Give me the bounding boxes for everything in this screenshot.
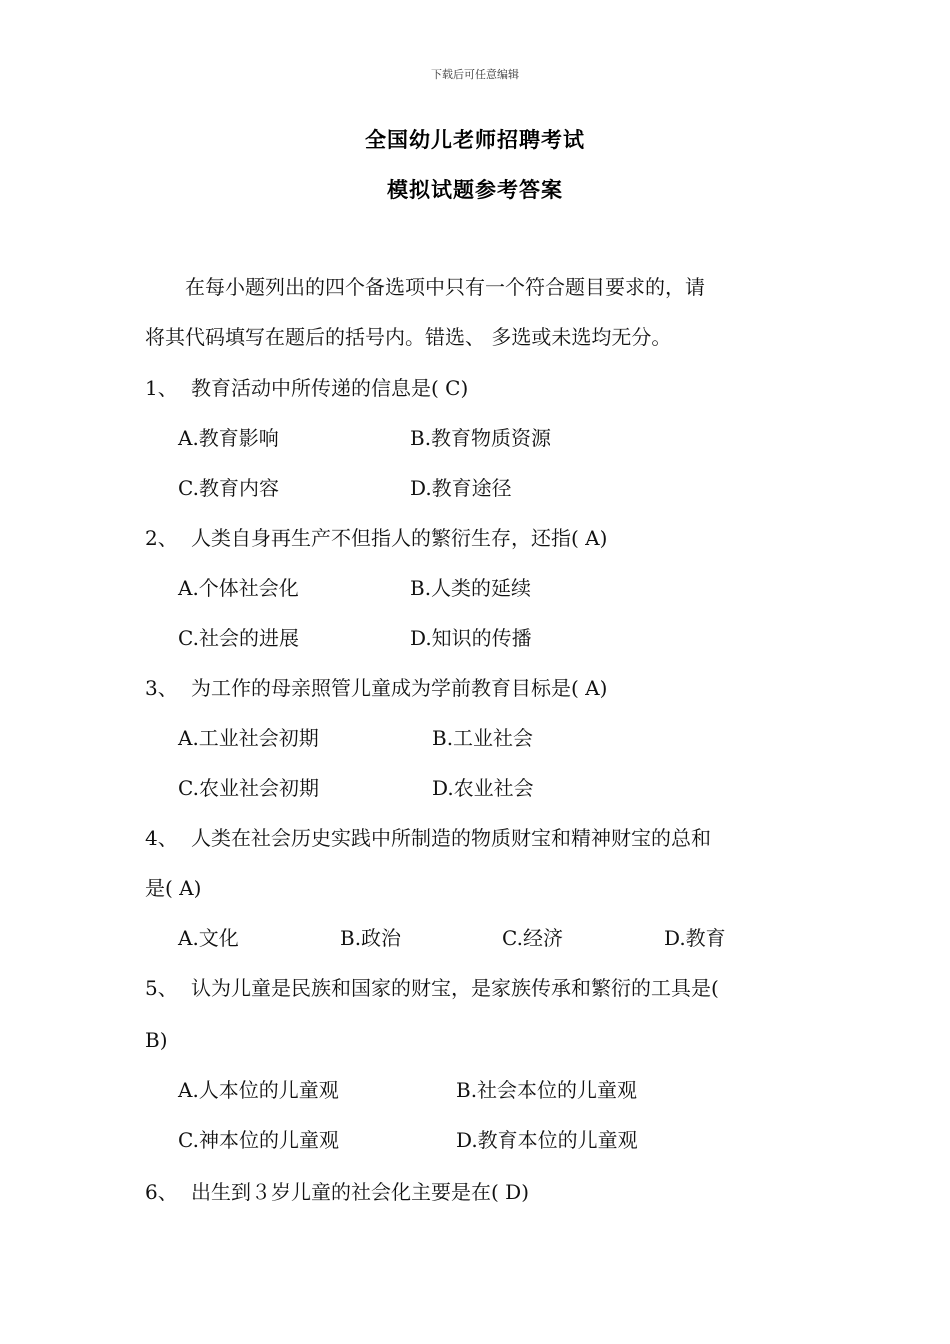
option-d: D.教育 <box>664 926 726 950</box>
question-3 <box>145 676 607 700</box>
instructions-line-2: 将其代码填写在题后的括号内。错选、 多选或未选均无分。 <box>145 325 672 349</box>
question-text: 认为儿童是民族和国家的财宝，是家族传承和繁衍的工具是( <box>191 976 719 1000</box>
question-2 <box>145 526 607 550</box>
document-title: 全国幼儿老师招聘考试 <box>365 128 585 152</box>
option-b: B.人类的延续 <box>410 576 532 600</box>
option-a: A.教育影响 <box>178 426 279 450</box>
question-6 <box>145 1180 529 1204</box>
question-number: 4、 <box>145 826 178 850</box>
option-b: B.工业社会 <box>432 726 534 750</box>
question-5 <box>145 976 719 1000</box>
option-a: A.个体社会化 <box>178 576 299 600</box>
option-a: A.工业社会初期 <box>178 726 319 750</box>
question-text: 出生到３岁儿童的社会化主要是在( D) <box>191 1180 529 1204</box>
question-text: 为工作的母亲照管儿童成为学前教育目标是( A) <box>191 676 608 700</box>
option-c: C.农业社会初期 <box>178 776 319 800</box>
question-number: 2、 <box>145 526 178 550</box>
option-c: C.经济 <box>502 926 563 950</box>
header-note: 下载后可任意编辑 <box>431 68 519 81</box>
option-b: B.教育物质资源 <box>410 426 552 450</box>
option-c: C.神本位的儿童观 <box>178 1128 339 1152</box>
question-text: 教育活动中所传递的信息是( C) <box>191 376 469 400</box>
option-a: A.文化 <box>178 926 239 950</box>
option-a: A.人本位的儿童观 <box>178 1078 339 1102</box>
question-4-continued: 是( A) <box>145 876 202 900</box>
option-d: D.教育本位的儿童观 <box>456 1128 638 1152</box>
question-4 <box>145 826 711 850</box>
question-text: 人类自身再生产不但指人的繁衍生存，还指( A) <box>191 526 608 550</box>
question-1 <box>145 376 468 400</box>
option-d: D.农业社会 <box>432 776 534 800</box>
option-d: D.教育途径 <box>410 476 512 500</box>
question-5-continued: B) <box>145 1028 168 1052</box>
option-c: C.教育内容 <box>178 476 279 500</box>
option-b: B.政治 <box>340 926 402 950</box>
question-number: 6、 <box>145 1180 178 1204</box>
question-number: 1、 <box>145 376 178 400</box>
instructions-line-1: 在每小题列出的四个备选项中只有一个符合题目要求的，请 <box>145 275 705 299</box>
question-number: 5、 <box>145 976 178 1000</box>
question-text: 人类在社会历史实践中所制造的物质财宝和精神财宝的总和 <box>191 826 711 850</box>
option-d: D.知识的传播 <box>410 626 532 650</box>
document-subtitle: 模拟试题参考答案 <box>387 178 563 202</box>
question-number: 3、 <box>145 676 178 700</box>
option-c: C.社会的进展 <box>178 626 299 650</box>
option-b: B.社会本位的儿童观 <box>456 1078 638 1102</box>
